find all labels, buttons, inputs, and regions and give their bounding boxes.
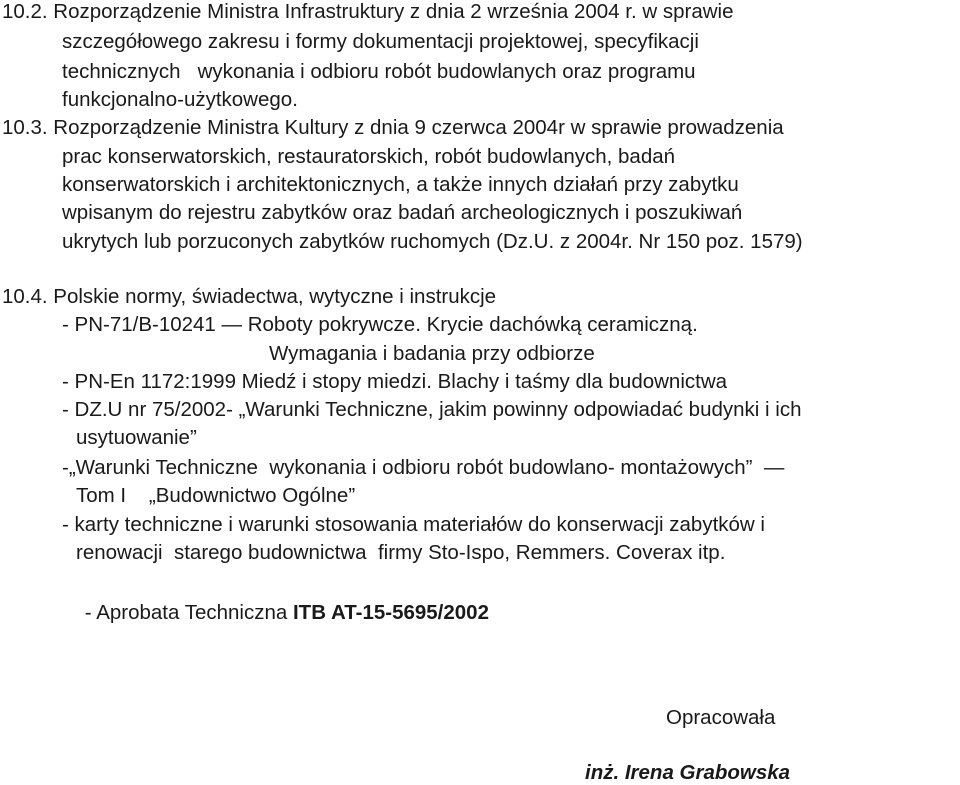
signature-name: inż. Irena Grabowska xyxy=(585,761,791,784)
item-dzu-75-2002-line-1: - DZ.U nr 75/2002- „Warunki Techniczne, jakim powinny odpowiadać budynki i ich xyxy=(62,398,802,421)
item-pn-71: - PN-71/B-10241 — Roboty pokrywcze. Krycie dachówką ceramiczną. xyxy=(62,313,698,336)
section-10-2-line-1: 10.2. Rozporządzenie Ministra Infrastruktury z dnia 2 września 2004 r. w sprawie xyxy=(2,0,734,23)
section-10-2-line-2: szczegółowego zakresu i formy dokumentacji projektowej, specyfikacji xyxy=(62,30,699,53)
item-pn-71-continued: Wymagania i badania przy odbiorze xyxy=(269,342,595,365)
section-10-2-line-4: funkcjonalno-użytkowego. xyxy=(62,88,298,111)
signature-label: Opracowała xyxy=(666,706,776,729)
section-10-3-line-3: konserwatorskich i architektonicznych, a także innych działań przy zabytku xyxy=(62,173,739,196)
section-10-3-line-5: ukrytych lub porzuconych zabytków ruchomych (Dz.U. z 2004r. Nr 150 poz. 1579) xyxy=(62,230,803,253)
section-10-3-line-1: 10.3. Rozporządzenie Ministra Kultury z dnia 9 czerwca 2004r w sprawie prowadzenia xyxy=(2,116,784,139)
section-10-3-line-2: prac konserwatorskich, restauratorskich, robót budowlanych, badań xyxy=(62,145,676,168)
section-10-2-line-3: technicznych wykonania i odbioru robót budowlanych oraz programu xyxy=(62,60,696,83)
item-karty-techniczne-line-1: - karty techniczne i warunki stosowania materiałów do konserwacji zabytków i xyxy=(62,513,765,536)
item-karty-techniczne-line-2: renowacji starego budownictwa firmy Sto-Ispo, Remmers. Coverax itp. xyxy=(76,541,726,564)
aprobata-prefix: - Aprobata Techniczna xyxy=(84,601,293,624)
item-pn-en-1172: - PN-En 1172:1999 Miedź i stopy miedzi. Blachy i taśmy dla budownictwa xyxy=(62,370,728,393)
item-aprobata-techniczna xyxy=(62,577,489,649)
section-10-4-heading: 10.4. Polskie normy, świadectwa, wytyczne i instrukcje xyxy=(2,285,497,308)
aprobata-number: ITB AT-15-5695/2002 xyxy=(292,601,489,624)
item-warunki-techniczne-line-2: Tom I „Budownictwo Ogólne” xyxy=(76,484,356,507)
item-dzu-75-2002-line-2: usytuowanie” xyxy=(76,426,197,449)
section-10-3-line-4: wpisanym do rejestru zabytków oraz badań archeologicznych i poszukiwań xyxy=(62,201,743,224)
item-warunki-techniczne-line-1: -„Warunki Techniczne wykonania i odbioru robót budowlano- montażowych” — xyxy=(62,456,785,479)
